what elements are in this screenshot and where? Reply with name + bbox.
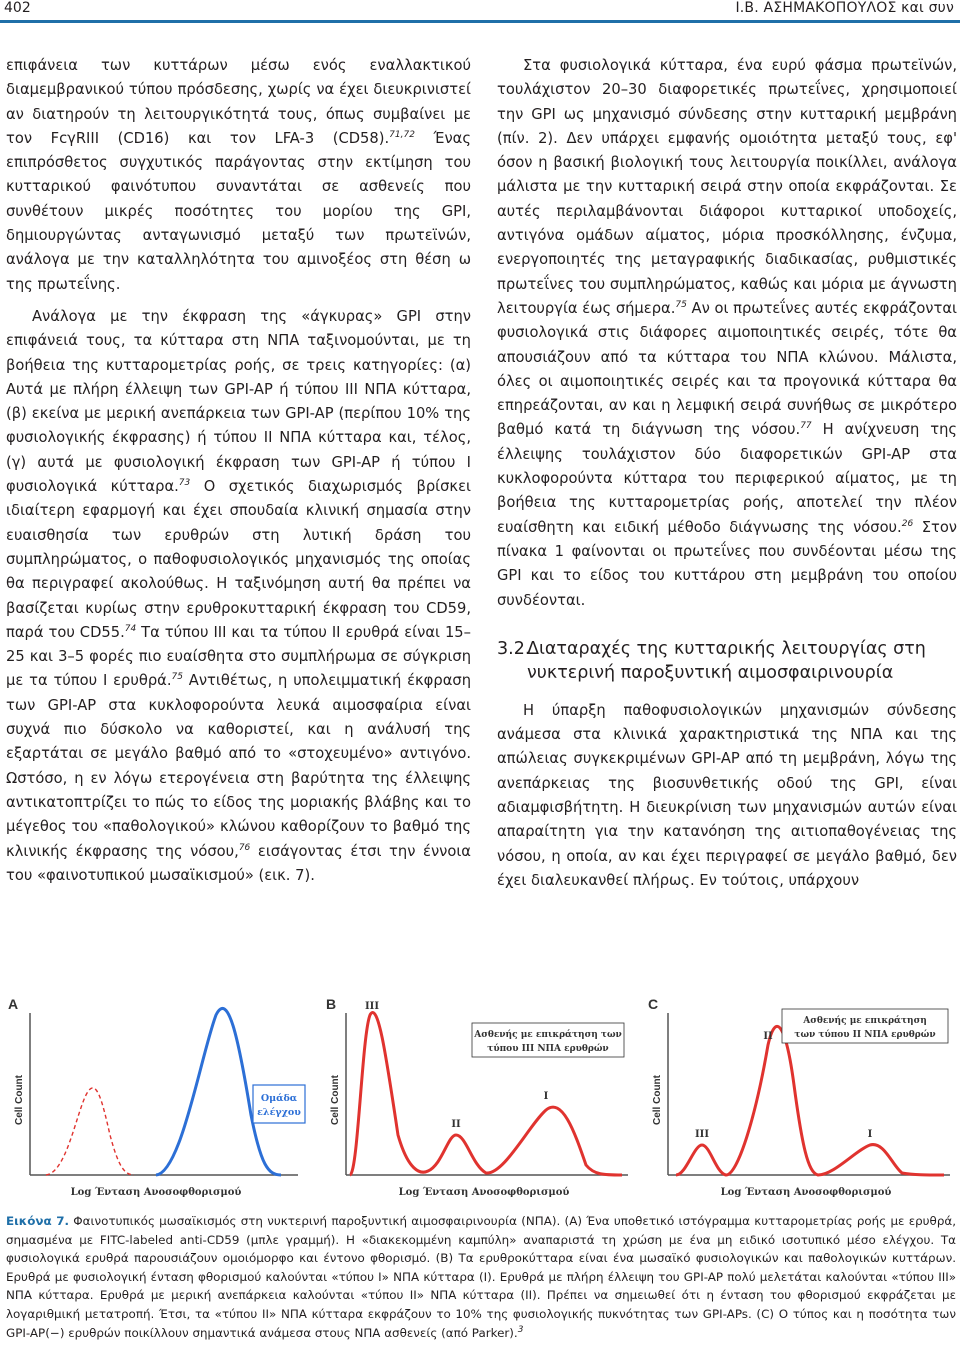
citation-ref: 26 bbox=[901, 518, 914, 529]
x-axis-label: Log Ένταση Ανοσοφθορισμού bbox=[720, 1187, 892, 1198]
peak-label-i: I bbox=[543, 1091, 549, 1102]
text-run: Ο σχετικός διαχωρισμός βρίσκει ιδιαίτερη εφαρμογή και έχει σπουδαία κλινική σημασία στην ευαισθησία των ερυθρών στη λυτική δράση του συμπληρώματος, ο παθοφυσιολογικός μηχανισμός της οποίας θα περιγραφεί ακολούθως. Η ταξινόμηση αυτή θα πρέπει να βασίζεται κυρίως στην ερυθροκυτταρική έκφραση του CD59, παρά του CD55. bbox=[6, 478, 471, 641]
legend-label: ελέγχου bbox=[257, 1107, 301, 1118]
right-column bbox=[497, 54, 957, 893]
text-run: Ένας επιπρόσθετος συγχυτικός παράγοντας στην εκτίμηση του κυτταρικού φαινότυπου συναντάται σε ασθενείς που συνθέτουν μικρές ποσότητες του μορίου της GPI, δημιουργώντας ανταγωνισμό μεταξύ των πρωτεϊνών, ανάλογα με την καταλληλότητα του αμινοξέος στη θέση ω της πρωτεΐνης. bbox=[6, 129, 471, 293]
histogram-a bbox=[6, 995, 306, 1207]
panel-letter: C bbox=[648, 996, 659, 1012]
caption-label: Εικόνα 7. bbox=[6, 1214, 70, 1228]
citation-ref: 71,72 bbox=[389, 130, 415, 140]
peak-label-iii: III bbox=[694, 1129, 710, 1140]
text-run: Στα φυσιολογικά κύτταρα, ένα ευρύ φάσμα πρωτεϊνών, τουλάχιστον 20–30 διαφορετικές πρωτεΐνες, χρησιμοποιεί την GPI ως μηχανισμό σύνδεσης στην κυτταρική μεμβράνη (πίν. 2). Δεν υπάρχει εμφανής ομοιότητα μεταξύ τους, εφ' όσον η βασική βιολογική τους λειτουργία ποικίλλει, ανάλογα μάλιστα με την κυτταρική σειρά στην οποία εκφράζονται. Σε αυτές περιλαμβάνονται διάφοροι κυτταρικοί υποδοχείς, αντιγόνα ομάδων αίματος, μόρια προσκόλλησης, ένζυμα, ενεργοποιητές της μεταγραφικής διαδικασίας, ρυθμιστικές πρωτεΐνες του συμπληρώματος, καθώς και μόρια με άγνωστη λειτουργία έως σήμερα. bbox=[497, 57, 957, 317]
annotation-text: Ασθενής με επικράτηση των bbox=[474, 1030, 622, 1040]
annotation-text: τύπου III ΝΠΑ ερυθρών bbox=[487, 1044, 609, 1054]
x-axis-label: Log Ένταση Ανοσοφθορισμού bbox=[398, 1187, 570, 1198]
section-number: 3.2. bbox=[497, 638, 531, 659]
histogram-c bbox=[646, 995, 956, 1207]
peak-label-i: I bbox=[867, 1129, 873, 1140]
legend-label: Ομάδα bbox=[260, 1093, 298, 1104]
running-head: Ι.Β. ΑΣΗΜΑΚΟΠΟΥΛΟΣ και συν bbox=[735, 0, 954, 16]
annotation-text: Ασθενής με επικράτηση bbox=[803, 1016, 927, 1026]
citation-ref: 75 bbox=[171, 672, 183, 683]
text-run: Αν οι πρωτεΐνες αυτές εκφράζονται φυσιολογικά στις διάφορες αιμοποιητικές σειρές, τότε θα απουσιάζουν από τα κύτταρα του ΝΠΑ κλώνου. Μάλιστα, όλες οι αιμοποιητικές σειρές και τα προγονικά κύτταρα θα επηρεάζονται, αν και η λεμφική σειρά συνήθως σε μικρότερο βαθμό κατά τη διάγνωση της νόσου. bbox=[497, 299, 958, 439]
peak-label-ii: II bbox=[451, 1119, 461, 1130]
left-column bbox=[6, 54, 471, 888]
figure-panel-c bbox=[646, 995, 956, 1207]
y-axis-label: Cell Count bbox=[14, 1075, 25, 1125]
left-paragraph-1 bbox=[6, 54, 471, 297]
patient-rbc-curve bbox=[676, 1026, 944, 1175]
histogram-b bbox=[324, 995, 634, 1207]
text-run: εισάγοντας έτσι την έννοια του «φαινοτυπικού μωσαϊκισμού» (εικ. 7). bbox=[6, 842, 471, 884]
citation-ref: 76 bbox=[238, 842, 251, 853]
panel-letter: B bbox=[326, 996, 337, 1012]
text-run: Ανάλογα με την έκφραση της «άγκυρας» GPI στην επιφάνειά τους, τα κύτταρα στη ΝΠΑ ταξινομούνται, με τη βοήθεια της κυτταρομετρίας ροής, σε τρεις κατηγορίες: (α) Αυτά με πλήρη έλλειψη των GPI-AP ή τύπου III ΝΠΑ κύτταρα, (β) εκείνα με μερική ανεπάρκεια των GPI-AP (περίπου 10% της φυσιολογικής έκφρασης) ή τύπου II ΝΠΑ κύτταρα και, τέλος, (γ) αυτά με φυσιολογική έκφραση των GPI-AP ή τύπου I φυσιολογικά κύτταρα. bbox=[6, 307, 471, 496]
left-paragraph-2 bbox=[6, 305, 471, 888]
text-run: Αντιθέτως, η υπολειμματική έκφραση των GPI-AP στα κυκλοφορούντα λευκά αιμοσφαίρια είναι συχνά πιο δύσκολο να καθοριστεί, και η ανάλυσή της εξαρτάται σε μεγάλο βαθμό από το «στοχευμένο» αντιγόνο. Ωστόσο, η εν λόγω ετερογένεια στη βαρύτητα της έλλειψης αντικατοπτρίζει το πώς το είδος της μοριακής βλάβης και το μέγεθος του «παθολογικού» κλώνου καθορίζουν το βαθμό της κλινικής έκφρασης της νόσου, bbox=[6, 672, 471, 860]
right-paragraph-1 bbox=[497, 54, 957, 613]
figure-panel-a bbox=[6, 995, 306, 1207]
section-title: νυκτερινή παροξυντική αιμοσφαιρινουρία bbox=[527, 662, 894, 683]
figure-panel-b bbox=[324, 995, 634, 1207]
section-heading bbox=[497, 637, 957, 685]
citation-ref: 75 bbox=[675, 300, 687, 311]
citation-ref: 74 bbox=[124, 623, 137, 634]
peak-label-ii: II bbox=[763, 1031, 773, 1042]
x-axis-label: Log Ένταση Ανοσοφθορισμού bbox=[70, 1187, 242, 1198]
y-axis-label: Cell Count bbox=[330, 1075, 341, 1125]
peak-label-iii: III bbox=[364, 1001, 380, 1012]
annotation-text: των τύπου II ΝΠΑ ερυθρών bbox=[794, 1030, 936, 1040]
text-run: Στον πίνακα 1 φαίνονται οι πρωτεΐνες που συνδέονται μέσω της GPI και το είδος του κυττάρου στη μεμβράνη του οποίου συνδέονται. bbox=[497, 518, 958, 609]
right-paragraph-2: Η ύπαρξη παθοφυσιολογικών μηχανισμών σύνδεσης ανάμεσα στα κλινικά χαρακτηριστικά της ΝΠΑ και της απώλειας συγκεκριμένων GPI-AP από τη μεμβράνη, λόγω της ανεπάρκειας της βιοσυνθετικής οδού της GPI, είναι αδιαμφισβήτητη. Η διευκρίνιση των μηχανισμών αυτών είναι απαραίτητη για την κατανόηση της αιτιοπαθογένειας της νόσου, η οποία, αν και έχει περιγραφεί σε μεγάλο βαθμό, δεν έχει διαλευκανθεί πλήρως. Εν τούτοις, υπάρχουν bbox=[497, 701, 957, 889]
header-rule bbox=[0, 20, 960, 23]
citation-ref: 3 bbox=[517, 1324, 524, 1335]
text-run: Τα τύπου III και τα τύπου II ερυθρά είναι 15–25 και 3–5 φορές πιο ευαίσθητα στο συμπλήρωμα σε σύγκριση με τα τύπου I ερυθρά. bbox=[6, 623, 471, 690]
text-run: Η ανίχνευση της έλλειψης τουλάχιστον δύο διαφορετικών GPI-AP στα κυκλοφορούντα κύτταρα του περιφερικού αίματος, με τη βοήθεια της κυτταρομετρίας ροής, αποτελεί την πλέον ευαίσθητη και ειδική μέθοδο διάγνωσης της νόσου. bbox=[497, 421, 958, 536]
isotype-control-curve bbox=[46, 1088, 134, 1175]
text-run: επιφάνεια των κυττάρων μέσω ενός εναλλακτικού διαμεμβρανικού τύπου πρόσδεσης, χωρίς να έχει διευκρινιστεί αν διατηρούν τη λειτουργικότητά τους, όπως συμβαίνει με τον FcγRIII (CD16) και τον LFA-3 (CD58). bbox=[6, 57, 471, 147]
page-number: 402 bbox=[4, 0, 31, 16]
figure-7 bbox=[6, 995, 956, 1207]
citation-ref: 77 bbox=[800, 421, 812, 432]
citation-ref: 73 bbox=[178, 478, 191, 489]
figure-caption bbox=[6, 1212, 956, 1342]
section-title: Διαταραχές της κυτταρικής λειτουργίας στη bbox=[527, 638, 926, 659]
y-axis-label: Cell Count bbox=[652, 1075, 663, 1125]
panel-letter: A bbox=[8, 996, 19, 1012]
caption-text: Φαινοτυπικός μωσαϊκισμός στη νυκτερινή παροξυντική αιμοσφαιρινουρία (ΝΠΑ). (Α) Ένα υποθετικό ιστόγραμμα κυτταρομετρίας ροής με ερυθρά, σημασμένα με FITC-labeled anti-CD59 (μπλε γραμμή). Η «διακεκομμένη καμπύλη» αναπαριστά τη χρώση με ένα μη ειδικό ισοτυπικό μέσο ελέγχου. Τα φυσιολογικά ερυθρά παρουσιάζουν ομοιόμορφο και έντονο φθορισμό. (Β) Τα ερυθροκύτταρα είναι ένα μωσαϊκό φυσιολογικών και παθολογικών κυττάρων. Ερυθρά με φυσιολογική ένταση φθορισμού καλούνται «τύπου I» ΝΠΑ κύτταρα (I). Ερυθρά με πλήρη έλλειψη του GPI-AP πολύ μελετάται καλούνται «τύπου III» ΝΠΑ κύτταρα. Ερυθρά με μερική ανεπάρκεια καλούνται «τύπου II» ΝΠΑ κύτταρα (II). Πρέπει να σημειωθεί ότι η ένταση του φθορισμού εκφράζεται με λογαριθμική μετατροπή. Έτσι, τα «τύπου II» ΝΠΑ κύτταρα εκφράζουν το 10% της φυσιολογικής πυκνότητας των GPI-APs. (C) Ο τύπος και η ποσότητα των GPI-AP(−) ερυθρών ποικίλλουν σημαντικά ανάμεσα στους ΝΠΑ ασθενείς (από Parker). bbox=[6, 1214, 956, 1340]
